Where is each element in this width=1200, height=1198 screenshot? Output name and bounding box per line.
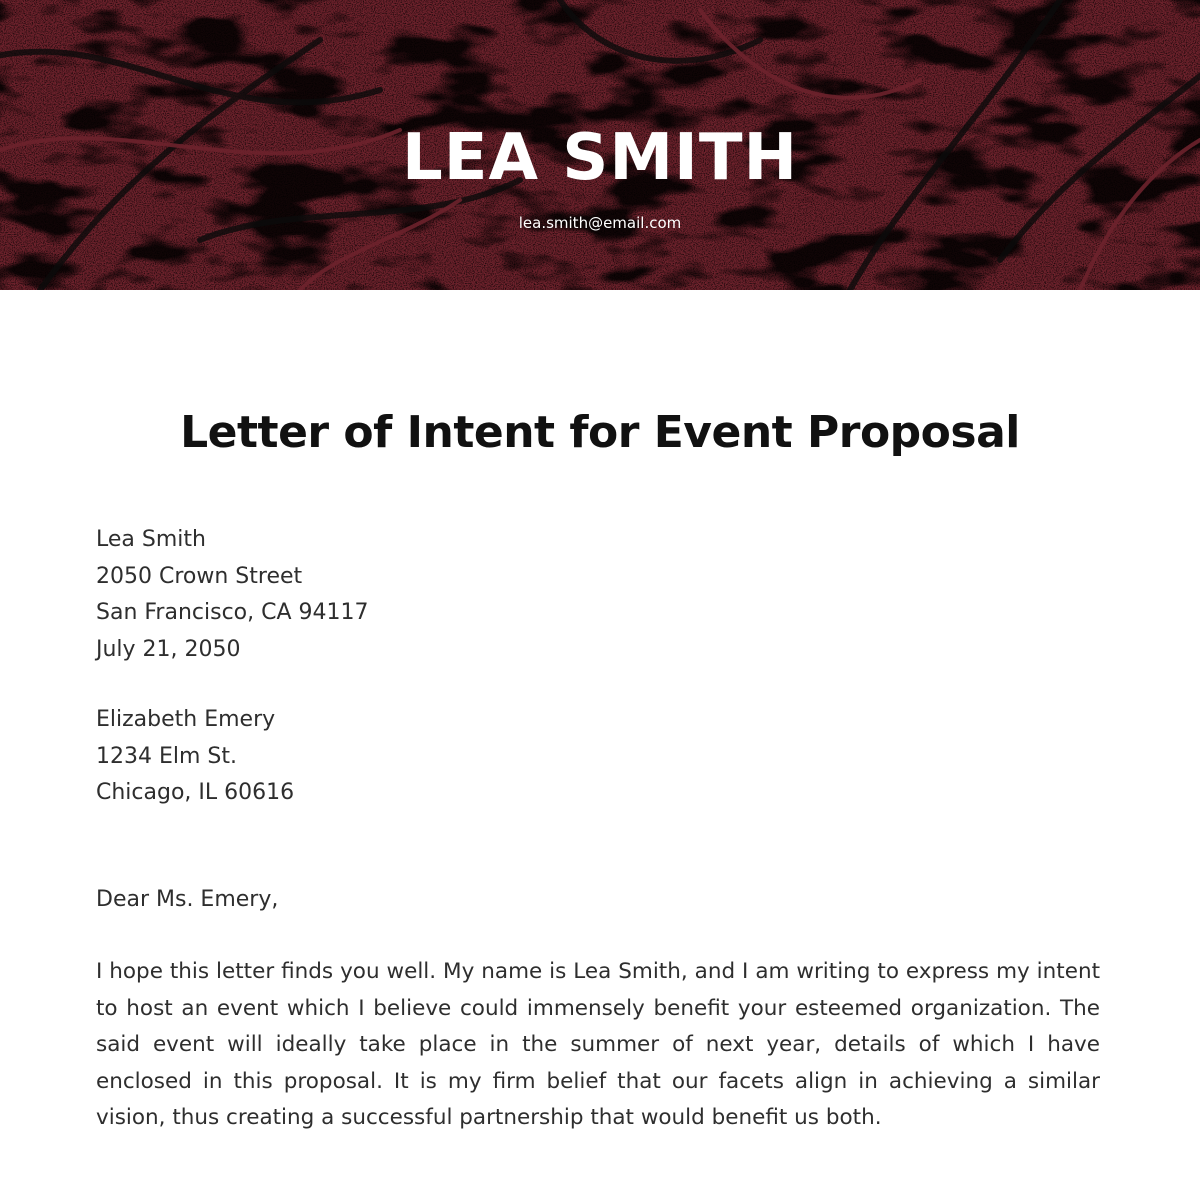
salutation: Dear Ms. Emery, xyxy=(96,887,279,912)
sender-name-heading: LEA SMITH xyxy=(401,121,799,195)
body-paragraph: I hope this letter finds you well. My name is Lea Smith, and I am writing to express my intent to host an event which I believe could immensely benefit your esteemed organization. The said event will ideally take place in the summer of next year, details of which I have enclosed in this proposal. It is my firm belief that our facets align in achieving a similar vision, thus creating a successful partnership that would benefit us both. xyxy=(96,959,1100,1130)
sender-address-block xyxy=(96,522,1100,668)
sender-email: lea.smith@email.com xyxy=(518,214,682,232)
sender-street: 2050 Crown Street xyxy=(96,563,303,589)
letter-date: July 21, 2050 xyxy=(96,636,241,662)
recipient-name: Elizabeth Emery xyxy=(96,707,276,732)
recipient-address-block xyxy=(96,702,1100,812)
recipient-city: Chicago, IL 60616 xyxy=(96,780,295,805)
sender-city: San Francisco, CA 94117 xyxy=(96,600,369,625)
sender-name: Lea Smith xyxy=(96,527,206,552)
letterhead-banner xyxy=(0,0,1200,290)
recipient-street: 1234 Elm St. xyxy=(96,743,238,769)
document-title: Letter of Intent for Event Proposal xyxy=(180,407,1020,458)
